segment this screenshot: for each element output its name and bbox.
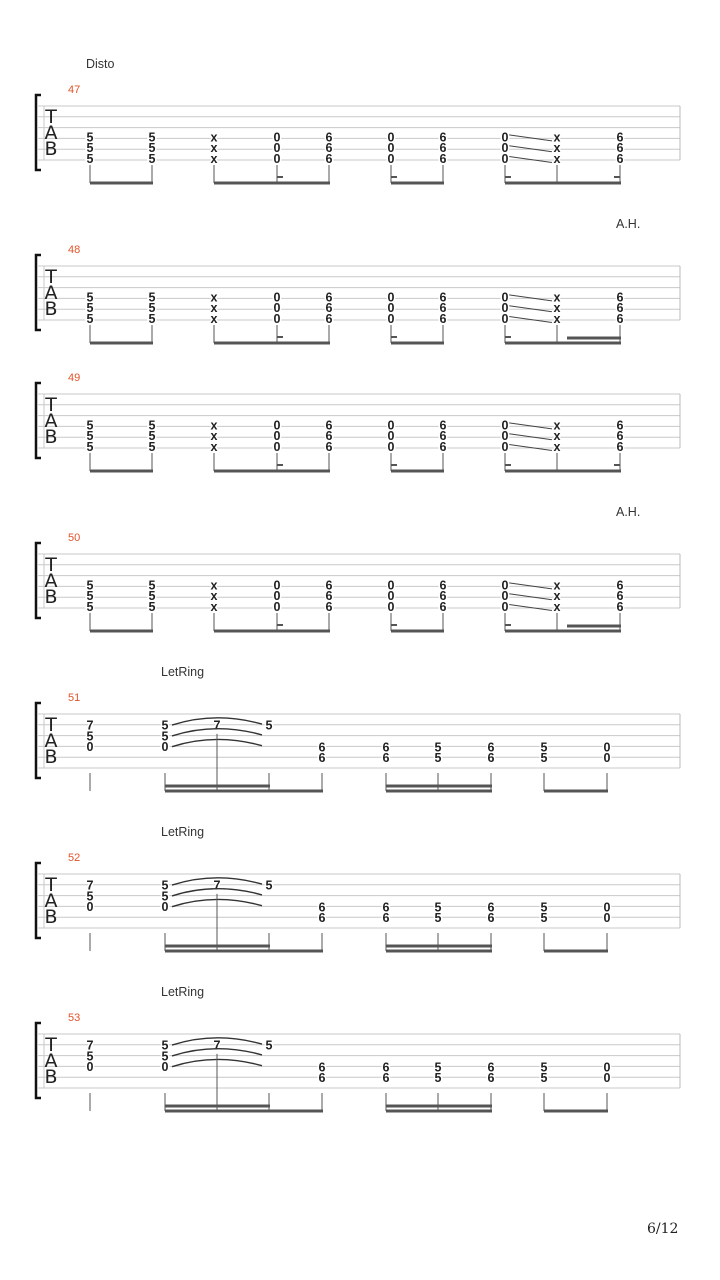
note-beam <box>90 470 153 473</box>
fret-number: 6 <box>487 911 495 926</box>
fret-number: 0 <box>273 429 281 444</box>
tab-clef-letter: A <box>44 122 58 144</box>
fret-number: x <box>553 301 561 316</box>
measure-number: 52 <box>68 852 81 864</box>
note-beam <box>90 182 153 185</box>
note-beam <box>214 182 330 185</box>
fret-number: 6 <box>325 589 333 604</box>
fret-number: 5 <box>86 418 94 433</box>
fret-number: 5 <box>148 418 156 433</box>
fret-number: 0 <box>387 141 395 156</box>
harmonic-text: A.H. <box>616 505 641 519</box>
fret-number: 7 <box>86 1038 94 1053</box>
fret-number: 0 <box>161 1060 169 1075</box>
technique-text: LetRing <box>161 665 205 679</box>
note-beam <box>214 342 330 345</box>
note-beam <box>391 182 444 185</box>
fret-number: x <box>553 290 561 305</box>
fret-number: 5 <box>265 1038 273 1053</box>
fret-number: 0 <box>501 440 509 454</box>
dot-marker <box>277 624 283 626</box>
fret-number: 0 <box>501 418 509 433</box>
fret-number: 6 <box>616 578 624 593</box>
fret-number: 0 <box>387 312 395 326</box>
fret-number: 6 <box>616 130 624 145</box>
fret-number: 6 <box>487 751 495 766</box>
tab-system <box>36 505 680 633</box>
fret-number: x <box>553 578 561 593</box>
fret-number: 5 <box>86 1049 94 1064</box>
fret-number: 6 <box>325 440 333 454</box>
fret-number: 5 <box>540 751 548 766</box>
note-beam <box>165 1110 323 1113</box>
fret-number: 5 <box>161 729 169 744</box>
tab-system <box>36 825 680 953</box>
tab-clef-letter: B <box>44 426 58 448</box>
tab-system <box>36 985 680 1113</box>
dot-marker <box>277 464 283 466</box>
fret-number: 6 <box>487 1060 495 1075</box>
fret-number: 0 <box>387 589 395 604</box>
fret-number: 6 <box>439 418 447 433</box>
fret-number: 0 <box>603 751 611 766</box>
tab-clef-letter: A <box>44 282 58 304</box>
fret-number: 6 <box>439 440 447 454</box>
fret-number: 5 <box>540 1071 548 1086</box>
fret-number: 0 <box>86 1060 94 1075</box>
fret-number: 6 <box>325 152 333 166</box>
fret-number: 6 <box>325 312 333 326</box>
fret-number: 6 <box>325 578 333 593</box>
fret-number: x <box>553 429 561 444</box>
dot-marker <box>391 336 397 338</box>
fret-number: 6 <box>318 1071 326 1086</box>
fret-number: 6 <box>487 1071 495 1086</box>
fret-number: 6 <box>325 418 333 433</box>
fret-number: 6 <box>616 429 624 444</box>
fret-number: 5 <box>148 301 156 316</box>
fret-number: 7 <box>86 718 94 733</box>
fret-number: 5 <box>161 878 169 893</box>
fret-number: 6 <box>325 290 333 305</box>
fret-number: x <box>553 152 561 166</box>
note-beam <box>386 785 492 788</box>
fret-number: 5 <box>148 312 156 326</box>
tab-clef-letter: B <box>44 1066 58 1088</box>
tab-clef-letter: B <box>44 586 58 608</box>
fret-number: 6 <box>382 740 390 755</box>
fret-number: 6 <box>318 740 326 755</box>
fret-number: 6 <box>616 589 624 604</box>
fret-number: 0 <box>501 141 509 156</box>
fret-number: 5 <box>86 301 94 316</box>
fret-number: 5 <box>148 578 156 593</box>
fret-number: 5 <box>86 440 94 454</box>
fret-number: 5 <box>86 152 94 166</box>
technique-text: LetRing <box>161 985 205 999</box>
fret-number: 5 <box>540 911 548 926</box>
measure-number: 53 <box>68 1012 81 1024</box>
fret-number: 5 <box>148 130 156 145</box>
fret-number: 0 <box>273 589 281 604</box>
note-beam <box>214 630 330 633</box>
fret-number: 6 <box>439 578 447 593</box>
fret-number: 0 <box>501 130 509 145</box>
note-beam <box>386 790 492 793</box>
fret-number: 6 <box>439 152 447 166</box>
fret-number: 0 <box>86 900 94 915</box>
tab-clef-letter: A <box>44 890 58 912</box>
fret-number: x <box>553 589 561 604</box>
fret-number: 5 <box>265 718 273 733</box>
tab-clef-letter: T <box>45 394 57 416</box>
fret-number: 5 <box>86 578 94 593</box>
tab-system <box>36 665 680 793</box>
note-beam <box>505 470 621 473</box>
tab-clef-letter: B <box>44 906 58 928</box>
measure-number: 48 <box>68 244 81 256</box>
fret-number: 5 <box>540 900 548 915</box>
dot-marker <box>391 176 397 178</box>
fret-number: x <box>210 290 218 305</box>
tab-clef-letter: T <box>45 266 57 288</box>
fret-number: 0 <box>501 600 509 614</box>
tab-clef-letter: T <box>45 1034 57 1056</box>
fret-number: 0 <box>387 440 395 454</box>
note-beam <box>165 785 270 788</box>
fret-number: 7 <box>213 1038 221 1053</box>
fret-number: 5 <box>86 429 94 444</box>
fret-number: 0 <box>603 740 611 755</box>
tab-clef-letter: A <box>44 410 58 432</box>
tab-clef-letter: B <box>44 746 58 768</box>
fret-number: 6 <box>318 900 326 915</box>
fret-number: 6 <box>616 152 624 166</box>
fret-number: 0 <box>273 600 281 614</box>
dot-marker <box>614 176 620 178</box>
fret-number: 6 <box>439 312 447 326</box>
fret-number: 0 <box>273 152 281 166</box>
fret-number: 0 <box>273 130 281 145</box>
fret-number: x <box>210 301 218 316</box>
fret-number: 6 <box>318 911 326 926</box>
fret-number: 0 <box>273 418 281 433</box>
note-beam <box>544 1110 608 1113</box>
fret-number: 6 <box>325 600 333 614</box>
fret-number: x <box>210 440 218 454</box>
measure-number: 51 <box>68 692 81 704</box>
fret-number: 6 <box>325 130 333 145</box>
fret-number: x <box>553 130 561 145</box>
note-beam <box>505 630 621 633</box>
fret-number: x <box>210 600 218 614</box>
tab-system <box>36 57 680 185</box>
fret-number: 5 <box>148 429 156 444</box>
fret-number: x <box>553 141 561 156</box>
fret-number: 6 <box>616 440 624 454</box>
note-beam <box>505 182 621 185</box>
tab-clef-letter: T <box>45 714 57 736</box>
fret-number: 5 <box>86 141 94 156</box>
fret-number: 7 <box>213 718 221 733</box>
note-beam <box>391 630 444 633</box>
fret-number: x <box>210 418 218 433</box>
fret-number: x <box>210 578 218 593</box>
dot-marker <box>391 624 397 626</box>
fret-number: 6 <box>616 290 624 305</box>
tab-clef-letter: A <box>44 570 58 592</box>
fret-number: 6 <box>439 600 447 614</box>
fret-number: 5 <box>265 878 273 893</box>
note-beam <box>386 950 492 953</box>
fret-number: 0 <box>603 900 611 915</box>
fret-number: x <box>210 152 218 166</box>
fret-number: 0 <box>387 418 395 433</box>
fret-number: 0 <box>273 312 281 326</box>
fret-number: 5 <box>148 600 156 614</box>
fret-number: 6 <box>382 900 390 915</box>
fret-number: 5 <box>86 290 94 305</box>
dot-marker <box>505 464 511 466</box>
fret-number: 6 <box>439 130 447 145</box>
tab-system <box>36 372 680 473</box>
tab-clef-letter: B <box>44 298 58 320</box>
fret-number: 5 <box>86 312 94 326</box>
fret-number: 5 <box>86 600 94 614</box>
fret-number: 0 <box>603 1060 611 1075</box>
note-beam <box>165 950 323 953</box>
tab-clef-letter: B <box>44 138 58 160</box>
dot-marker <box>505 176 511 178</box>
fret-number: 0 <box>501 578 509 593</box>
fret-number: 6 <box>439 429 447 444</box>
measure-number: 49 <box>68 372 81 384</box>
fret-number: 5 <box>434 900 442 915</box>
fret-number: 6 <box>382 751 390 766</box>
fret-number: 6 <box>487 900 495 915</box>
note-beam <box>391 342 444 345</box>
note-beam <box>391 470 444 473</box>
fret-number: 6 <box>382 1071 390 1086</box>
note-beam <box>544 950 608 953</box>
fret-number: 7 <box>213 878 221 893</box>
fret-number: 5 <box>148 589 156 604</box>
fret-number: 0 <box>387 429 395 444</box>
fret-number: 0 <box>387 130 395 145</box>
fret-number: 6 <box>439 290 447 305</box>
fret-number: x <box>210 141 218 156</box>
fret-number: x <box>210 312 218 326</box>
fret-number: 0 <box>501 152 509 166</box>
note-beam <box>386 945 492 948</box>
fret-number: 0 <box>387 290 395 305</box>
note-beam <box>567 337 621 340</box>
tab-system <box>36 217 680 345</box>
tab-clef-letter: A <box>44 1050 58 1072</box>
fret-number: x <box>553 440 561 454</box>
page-number: 6/12 <box>647 1221 679 1237</box>
note-beam <box>90 342 153 345</box>
dot-marker <box>505 336 511 338</box>
fret-number: 6 <box>325 429 333 444</box>
note-beam <box>544 790 608 793</box>
fret-number: 5 <box>161 718 169 733</box>
fret-number: 0 <box>387 301 395 316</box>
fret-number: 6 <box>382 911 390 926</box>
fret-number: 5 <box>86 729 94 744</box>
fret-number: 6 <box>325 141 333 156</box>
fret-number: x <box>553 600 561 614</box>
fret-number: 0 <box>387 600 395 614</box>
fret-number: 0 <box>161 900 169 915</box>
fret-number: 0 <box>273 440 281 454</box>
fret-number: 0 <box>501 589 509 604</box>
fret-number: 6 <box>439 141 447 156</box>
fret-number: 0 <box>86 740 94 755</box>
dot-marker <box>277 336 283 338</box>
fret-number: 0 <box>603 911 611 926</box>
tab-clef-letter: T <box>45 106 57 128</box>
fret-number: 5 <box>540 1060 548 1075</box>
note-beam <box>386 1105 492 1108</box>
harmonic-text: A.H. <box>616 217 641 231</box>
fret-number: 6 <box>616 418 624 433</box>
fret-number: 6 <box>318 1060 326 1075</box>
fret-number: 7 <box>86 878 94 893</box>
fret-number: x <box>210 589 218 604</box>
fret-number: 0 <box>501 301 509 316</box>
fret-number: 5 <box>148 141 156 156</box>
fret-number: 6 <box>616 141 624 156</box>
dot-marker <box>277 176 283 178</box>
fret-number: 6 <box>616 301 624 316</box>
fret-number: 5 <box>434 1060 442 1075</box>
fret-number: 5 <box>434 751 442 766</box>
fret-number: 5 <box>148 152 156 166</box>
fret-number: 5 <box>148 290 156 305</box>
measure-number: 47 <box>68 84 81 96</box>
fret-number: 0 <box>161 740 169 755</box>
fret-number: 5 <box>434 1071 442 1086</box>
note-beam <box>386 1110 492 1113</box>
fret-number: 5 <box>434 740 442 755</box>
fret-number: 0 <box>387 152 395 166</box>
fret-number: 5 <box>86 589 94 604</box>
fret-number: 6 <box>382 1060 390 1075</box>
fret-number: 5 <box>161 1038 169 1053</box>
fret-number: 5 <box>86 130 94 145</box>
fret-number: x <box>553 312 561 326</box>
measure-number: 50 <box>68 532 81 544</box>
fret-number: 6 <box>439 589 447 604</box>
fret-number: 5 <box>434 911 442 926</box>
dot-marker <box>614 464 620 466</box>
fret-number: 6 <box>325 301 333 316</box>
fret-number: 0 <box>603 1071 611 1086</box>
note-beam <box>567 625 621 628</box>
fret-number: x <box>553 418 561 433</box>
fret-number: 5 <box>540 740 548 755</box>
fret-number: 0 <box>273 578 281 593</box>
fret-number: 0 <box>501 290 509 305</box>
fret-number: 6 <box>616 600 624 614</box>
fret-number: 6 <box>439 301 447 316</box>
technique-text: LetRing <box>161 825 205 839</box>
fret-number: 0 <box>273 141 281 156</box>
fret-number: 0 <box>273 290 281 305</box>
tab-clef-letter: T <box>45 554 57 576</box>
dot-marker <box>505 624 511 626</box>
note-beam <box>505 342 621 345</box>
note-beam <box>90 630 153 633</box>
technique-text: Disto <box>86 57 115 71</box>
fret-number: 5 <box>161 889 169 904</box>
dot-marker <box>391 464 397 466</box>
fret-number: 5 <box>161 1049 169 1064</box>
fret-number: 0 <box>501 312 509 326</box>
note-beam <box>165 1105 270 1108</box>
note-beam <box>165 945 270 948</box>
note-beam <box>214 470 330 473</box>
fret-number: 6 <box>487 740 495 755</box>
fret-number: x <box>210 130 218 145</box>
fret-number: x <box>210 429 218 444</box>
fret-number: 0 <box>273 301 281 316</box>
fret-number: 0 <box>501 429 509 444</box>
fret-number: 6 <box>616 312 624 326</box>
fret-number: 5 <box>86 889 94 904</box>
fret-number: 0 <box>387 578 395 593</box>
note-beam <box>165 790 323 793</box>
fret-number: 5 <box>148 440 156 454</box>
fret-number: 6 <box>318 751 326 766</box>
tab-clef-letter: T <box>45 874 57 896</box>
tab-clef-letter: A <box>44 730 58 752</box>
